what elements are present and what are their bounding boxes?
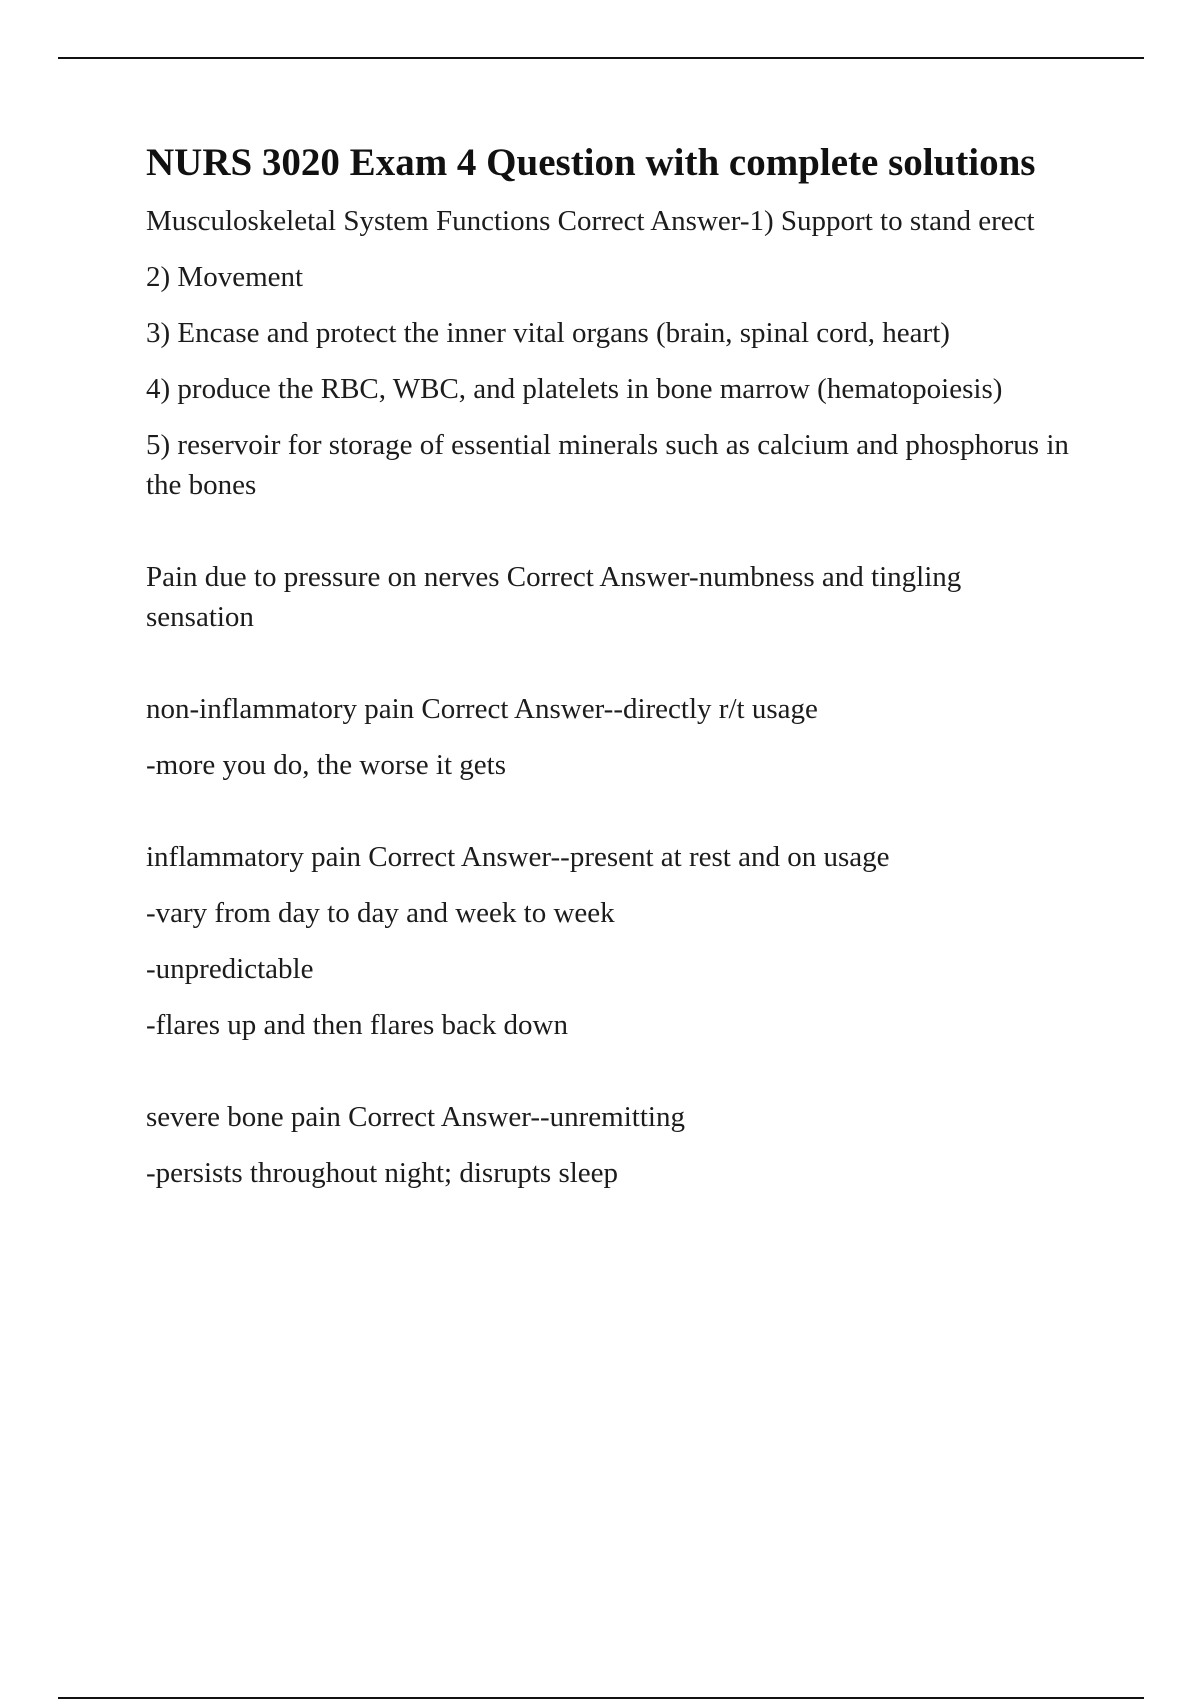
qa-block-severe-bone-pain bbox=[146, 1097, 1076, 1193]
document-body bbox=[146, 140, 1076, 1209]
header-rule bbox=[58, 57, 1144, 59]
qa-line: -vary from day to day and week to week bbox=[146, 896, 615, 929]
qa-line: Musculoskeletal System Functions Correct Answer-1) Support to stand erect bbox=[146, 204, 1035, 237]
qa-line: -flares up and then flares back down bbox=[146, 1008, 568, 1041]
qa-line: -persists throughout night; disrupts sleep bbox=[146, 1156, 619, 1189]
qa-block-inflammatory-pain bbox=[146, 837, 1076, 1045]
qa-line: -unpredictable bbox=[146, 952, 314, 985]
qa-block-non-inflammatory-pain bbox=[146, 689, 1076, 785]
qa-line: non-inflammatory pain Correct Answer--directly r/t usage bbox=[146, 692, 818, 725]
qa-block-musculoskeletal-functions bbox=[146, 201, 1076, 505]
qa-line: 2) Movement bbox=[146, 260, 304, 293]
qa-block-nerve-pressure-pain bbox=[146, 557, 1076, 637]
qa-line: 3) Encase and protect the inner vital organs (brain, spinal cord, heart) bbox=[146, 316, 950, 349]
footer-rule bbox=[58, 1697, 1144, 1699]
qa-line: 5) reservoir for storage of essential minerals such as calcium and phosphorus in the bones bbox=[146, 428, 1069, 501]
document-title: NURS 3020 Exam 4 Question with complete solutions bbox=[146, 141, 1036, 184]
qa-line: 4) produce the RBC, WBC, and platelets in bone marrow (hematopoiesis) bbox=[146, 372, 1003, 405]
qa-line: Pain due to pressure on nerves Correct Answer-numbness and tingling sensation bbox=[146, 560, 962, 633]
qa-line: severe bone pain Correct Answer--unremitting bbox=[146, 1100, 685, 1133]
qa-line: -more you do, the worse it gets bbox=[146, 748, 507, 781]
qa-line: inflammatory pain Correct Answer--present at rest and on usage bbox=[146, 840, 890, 873]
